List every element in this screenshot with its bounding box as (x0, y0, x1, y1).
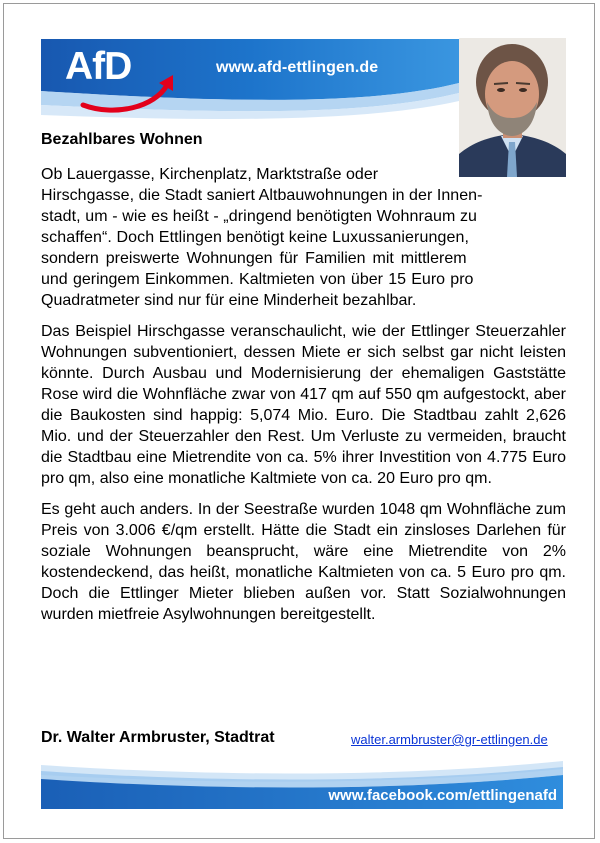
paragraph-1-line: schaffen“. Doch Ettlingen benötigt keine Luxussanierungen, (41, 229, 470, 246)
paragraph-1-line: sondern preiswerte Wohnungen für Familien mit mittlerem (41, 250, 467, 267)
paragraph-1-line: Ob Lauergasse, Kirchenplatz, Marktstraße oder (41, 166, 379, 183)
paragraph-1-line: stadt, um - wie es heißt - „dringend benötigten Wohnraum zu (41, 208, 478, 225)
paragraph-1-line: und geringem Einkommen. Kaltmieten von über 15 Euro pro (41, 271, 474, 288)
author-signature: Dr. Walter Armbruster, Stadtrat (41, 729, 275, 746)
article-title: Bezahlbares Wohnen (41, 131, 203, 148)
footer-banner (41, 761, 563, 809)
paragraph-3: Es geht auch anders. In der Seestraße wurden 1048 qm Wohnfläche zum Preis von 3.006 €/qm erstellt. Hätte die Stadt ein zinsloses Darlehen für soziale Wohnungen beansprucht, wäre eine Mietrendite von 2% kostendeckend, das heißt, monatliche Kaltmieten von ca. 5 Euro pro qm. Doch die Ettlinger Mieter blieben außen vor. Statt Sozialwohnungen wurden mietfreie Asylwohnungen bereitgestellt. (41, 501, 566, 623)
logo-arrow-icon (63, 49, 203, 119)
article-body (41, 164, 566, 635)
footer-facebook-url[interactable]: www.facebook.com/ettlingenafd (328, 787, 557, 804)
portrait-photo (459, 38, 566, 177)
header-website-url[interactable]: www.afd-ettlingen.de (216, 59, 379, 76)
paragraph-1 (41, 164, 566, 311)
paragraph-1-line: Hirschgasse, die Stadt saniert Altbauwohnungen in der Innen- (41, 187, 483, 204)
paragraph-1-line: Quadratmeter sind nur für eine Minderheit bezahlbar. (41, 292, 417, 309)
portrait-image (459, 38, 566, 177)
paragraph-2: Das Beispiel Hirschgasse veranschaulicht, wie der Ettlinger Steuerzahler Wohnungen subventioniert, dessen Miete er sich selbst gar nicht leisten könnte. Durch Ausbau und Modernisierung der ehemaligen Gaststätte Rose wird die Wohnfläche zwar von 417 qm auf 550 qm aufgestockt, aber die Baukosten sind happig: 5,074 Mio. Euro. Die Stadtbau zahlt 2,626 Mio. und der Steuerzahler den Rest. Um Verluste zu vermeiden, braucht die Stadtbau eine Mietrendite von ca. 5% ihrer Investition von 4.775 Euro pro qm, also eine monatliche Kaltmiete von ca. 20 Euro pro qm. (41, 323, 566, 487)
flyer-page (3, 3, 595, 839)
author-email-link[interactable]: walter.armbruster@gr-ettlingen.de (351, 732, 548, 747)
afd-logo (63, 45, 203, 119)
logo-text: AfD (65, 45, 132, 88)
